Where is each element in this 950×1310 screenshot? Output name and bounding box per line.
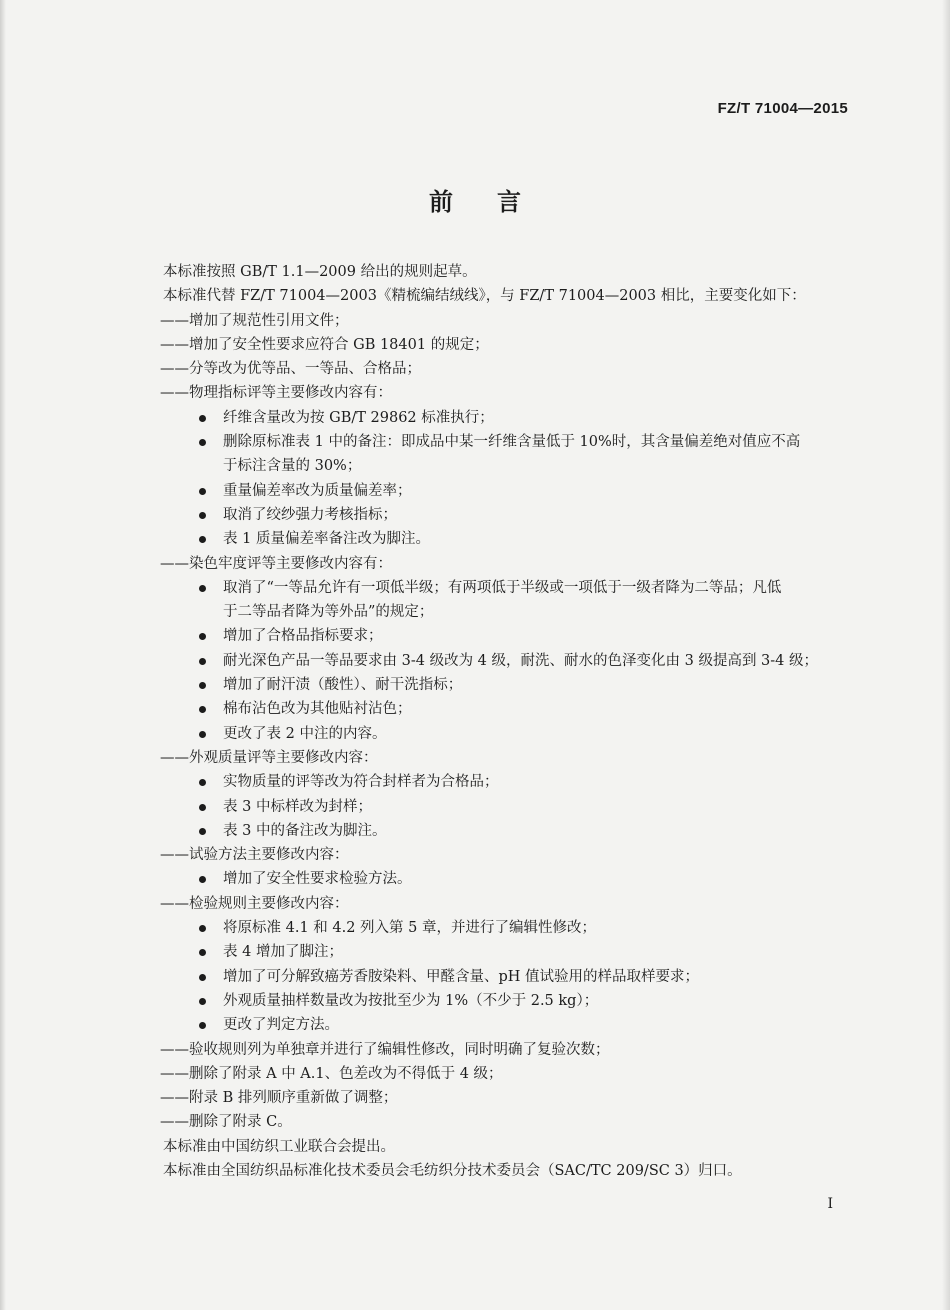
bullet-text: 增加了合格品指标要求；	[223, 628, 383, 645]
bullet-item	[163, 503, 863, 527]
bullet-text: 外观质量抽样数量改为按批至少为 1%（不少于 2.5 kg）；	[223, 992, 599, 1009]
bullet-item	[163, 479, 863, 503]
standard-number: FZ/T 71004—2015	[717, 100, 848, 117]
bullet-item	[163, 965, 863, 989]
bullet-text: 于标注含量的 30%；	[223, 458, 362, 475]
change-item: ——分等改为优等品、一等品、合格品；	[160, 361, 421, 378]
bullet-item	[163, 916, 863, 940]
bullet-item	[163, 722, 863, 746]
paragraph: 本标准由全国纺织品标准化技术委员会毛纺织分技术委员会（SAC/TC 209/SC 3）归口。	[163, 1162, 742, 1179]
bullet-text: 增加了安全性要求检验方法。	[223, 871, 412, 888]
bullet-dot-icon	[199, 925, 206, 932]
change-item: ——试验方法主要修改内容：	[160, 847, 349, 864]
bullet-text: 取消了绞纱强力考核指标；	[223, 506, 397, 523]
bullet-dot-icon	[199, 706, 206, 713]
bullet-item	[163, 1013, 863, 1037]
bullet-text: 耐光深色产品一等品要求由 3-4 级改为 4 级，耐洗、耐水的色泽变化由 3 级提高到 3-4 级；	[223, 652, 819, 669]
bullet-item	[163, 430, 863, 479]
bullet-dot-icon	[199, 658, 206, 665]
bullet-item	[163, 795, 863, 819]
bullet-item	[163, 867, 863, 891]
preface-body	[160, 260, 863, 1183]
bullet-text: 更改了表 2 中注的内容。	[223, 725, 387, 742]
bullet-dot-icon	[199, 998, 206, 1005]
bullet-text: 删除原标准表 1 中的备注：即成品中某一纤维含量低于 10%时，其含量偏差绝对值应不高	[223, 434, 801, 451]
bullet-text: 增加了耐汗渍（酸性）、耐干洗指标；	[223, 677, 463, 694]
change-item: ——增加了安全性要求应符合 GB 18401 的规定；	[160, 336, 489, 353]
bullet-item	[163, 527, 863, 551]
bullet-dot-icon	[199, 536, 206, 543]
paragraph: 本标准由中国纺织工业联合会提出。	[163, 1138, 395, 1155]
change-item: ——删除了附录 C。	[160, 1114, 292, 1131]
bullet-item	[163, 697, 863, 721]
bullet-dot-icon	[199, 876, 206, 883]
change-item: ——染色牢度评等主要修改内容有：	[160, 555, 392, 572]
bullet-dot-icon	[199, 828, 206, 835]
bullet-dot-icon	[199, 682, 206, 689]
bullet-item	[163, 406, 863, 430]
bullet-text: 表 1 质量偏差率备注改为脚注。	[223, 531, 430, 548]
bullet-item	[163, 989, 863, 1013]
bullet-text: 实物质量的评等改为符合封样者为合格品；	[223, 774, 499, 791]
bullet-text: 增加了可分解致癌芳香胺染料、甲醛含量、pH 值试验用的样品取样要求；	[223, 968, 700, 985]
bullet-item	[163, 770, 863, 794]
page-number: I	[827, 1196, 833, 1212]
bullet-dot-icon	[199, 439, 206, 446]
bullet-dot-icon	[199, 804, 206, 811]
change-item: ——外观质量评等主要修改内容：	[160, 749, 378, 766]
bullet-dot-icon	[199, 415, 206, 422]
bullet-dot-icon	[199, 974, 206, 981]
bullet-text: 纤维含量改为按 GB/T 29862 标准执行；	[223, 409, 494, 426]
paragraph: 本标准按照 GB/T 1.1—2009 给出的规则起草。	[163, 264, 477, 280]
paragraph: 本标准代替 FZ/T 71004—2003《精梳编结绒线》，与 FZ/T 71004—2003 相比，主要变化如下：	[163, 288, 806, 305]
change-item: ——验收规则列为单独章并进行了编辑性修改，同时明确了复验次数；	[160, 1041, 610, 1058]
change-item: ——检验规则主要修改内容：	[160, 895, 349, 912]
bullet-text: 更改了判定方法。	[223, 1017, 339, 1034]
bullet-text: 于二等品者降为等外品”的规定；	[223, 604, 434, 621]
change-item: ——删除了附录 A 中 A.1、色差改为不得低于 4 级；	[160, 1065, 503, 1082]
bullet-dot-icon	[199, 779, 206, 786]
bullet-text: 表 4 增加了脚注；	[223, 944, 343, 961]
title-char-2: 言	[497, 188, 521, 216]
bullet-dot-icon	[199, 1022, 206, 1029]
bullet-dot-icon	[199, 512, 206, 519]
bullet-dot-icon	[199, 488, 206, 495]
bullet-text: 取消了“一等品允许有一项低半级；有两项低于半级或一项低于一级者降为二等品；凡低	[223, 579, 782, 596]
bullet-dot-icon	[199, 731, 206, 738]
bullet-item	[163, 624, 863, 648]
change-item: ——附录 B 排列顺序重新做了调整；	[160, 1090, 398, 1107]
bullet-dot-icon	[199, 633, 206, 640]
title-char-1: 前	[429, 188, 453, 216]
change-item: ——物理指标评等主要修改内容有：	[160, 385, 392, 402]
bullet-item	[163, 576, 863, 625]
bullet-item	[163, 673, 863, 697]
bullet-text: 表 3 中标样改为封样；	[223, 798, 372, 815]
bullet-item	[163, 649, 863, 673]
change-item: ——增加了规范性引用文件；	[160, 312, 349, 329]
bullet-text: 表 3 中的备注改为脚注。	[223, 822, 387, 839]
bullet-dot-icon	[199, 585, 206, 592]
bullet-text: 棉布沾色改为其他贴衬沾色；	[223, 701, 412, 718]
page-title	[0, 182, 950, 217]
bullet-item	[163, 819, 863, 843]
bullet-text: 重量偏差率改为质量偏差率；	[223, 482, 412, 499]
bullet-text: 将原标准 4.1 和 4.2 列入第 5 章，并进行了编辑性修改；	[223, 920, 596, 937]
bullet-item	[163, 940, 863, 964]
bullet-dot-icon	[199, 949, 206, 956]
